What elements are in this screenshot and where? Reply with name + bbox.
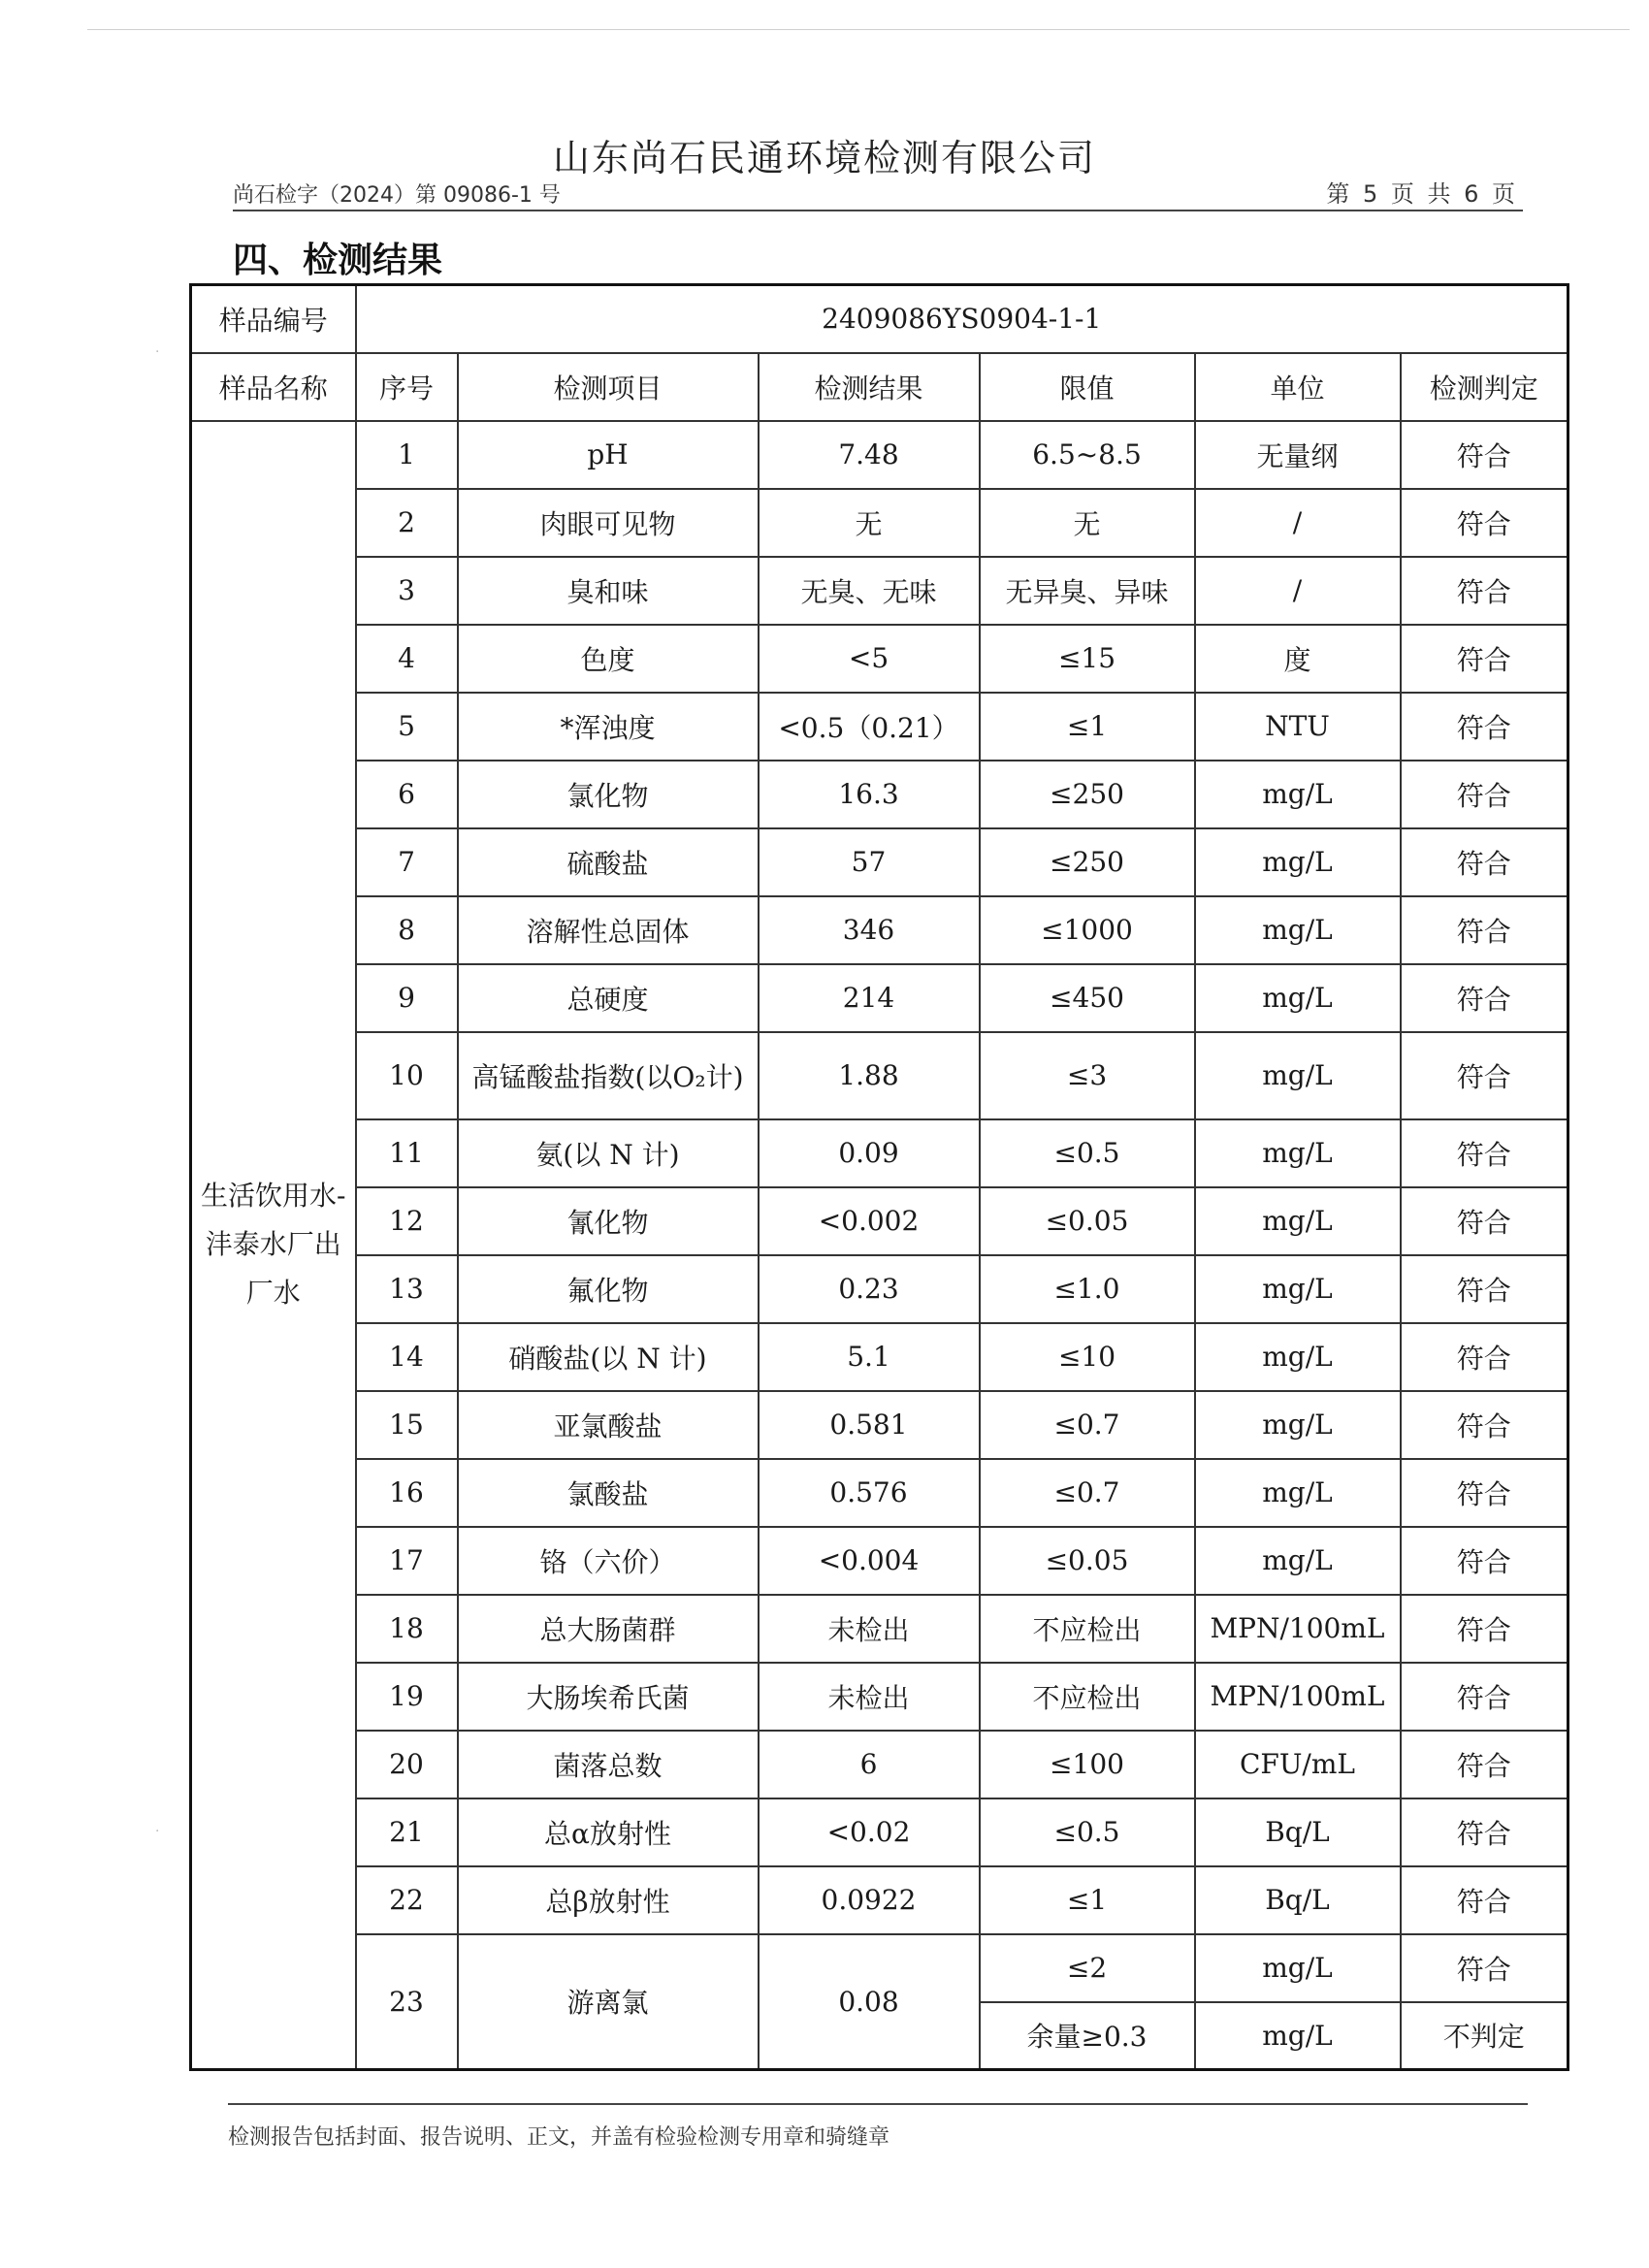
cell-result: 7.48 [759,421,980,489]
cell-no: 2 [356,489,458,557]
cell-no: 1 [356,421,458,489]
cell-no: 16 [356,1459,458,1527]
cell-result: 0.09 [759,1119,980,1187]
col-header: 检测项目 [458,353,759,421]
cell-verdict: 符合 [1401,489,1568,557]
cell-unit: Bq/L [1195,1798,1401,1866]
cell-verdict: 符合 [1401,1595,1568,1663]
scan-mark: · [155,344,160,360]
cell-verdict_1: 符合 [1401,1934,1568,2002]
cell-unit: MPN/100mL [1195,1663,1401,1731]
cell-no: 14 [356,1323,458,1391]
table-row [191,1595,1568,1663]
cell-result: 57 [759,828,980,896]
table-row [191,693,1568,761]
cell-no: 18 [356,1595,458,1663]
cell-limit: ≤1.0 [980,1255,1195,1323]
cell-result: <0.5（0.21） [759,693,980,761]
cell-item: 总大肠菌群 [458,1595,759,1663]
cell-no: 15 [356,1391,458,1459]
cell-no: 9 [356,964,458,1032]
cell-unit_1: mg/L [1195,1934,1401,2002]
header-divider [233,210,1523,211]
cell-unit: MPN/100mL [1195,1595,1401,1663]
cell-result: <0.002 [759,1187,980,1255]
table-row [191,1459,1568,1527]
cell-verdict: 符合 [1401,693,1568,761]
cell-no: 19 [356,1663,458,1731]
cell-unit: mg/L [1195,828,1401,896]
cell-unit_2: mg/L [1195,2002,1401,2070]
cell-item: 硫酸盐 [458,828,759,896]
table-row [191,1934,1568,2002]
cell-verdict: 符合 [1401,1866,1568,1934]
cell-item: 氨(以 N 计) [458,1119,759,1187]
cell-result: 214 [759,964,980,1032]
cell-limit: 不应检出 [980,1595,1195,1663]
column-header-row [191,353,1568,421]
cell-result: 346 [759,896,980,964]
table-row [191,1255,1568,1323]
cell-verdict: 符合 [1401,1527,1568,1595]
cell-unit: / [1195,557,1401,625]
cell-result: 0.581 [759,1391,980,1459]
cell-result: 6 [759,1731,980,1798]
cell-limit: ≤3 [980,1032,1195,1119]
cell-limit: ≤0.7 [980,1391,1195,1459]
cell-item: 氰化物 [458,1187,759,1255]
cell-limit: ≤250 [980,828,1195,896]
cell-verdict: 符合 [1401,761,1568,828]
table-row [191,1187,1568,1255]
cell-result: <5 [759,625,980,693]
cell-unit: mg/L [1195,1119,1401,1187]
cell-no: 12 [356,1187,458,1255]
cell-limit: ≤0.05 [980,1187,1195,1255]
cell-verdict: 符合 [1401,421,1568,489]
cell-unit: mg/L [1195,1459,1401,1527]
cell-no: 13 [356,1255,458,1323]
cell-verdict: 符合 [1401,828,1568,896]
cell-item: pH [458,421,759,489]
table-row [191,489,1568,557]
cell-item: 臭和味 [458,557,759,625]
col-header: 序号 [356,353,458,421]
page-info: 第 5 页 共 6 页 [1326,180,1518,208]
cell-verdict: 符合 [1401,1459,1568,1527]
cell-unit: mg/L [1195,964,1401,1032]
cell-no: 11 [356,1119,458,1187]
table-row [191,1119,1568,1187]
cell-verdict: 符合 [1401,1119,1568,1187]
cell-no: 20 [356,1731,458,1798]
cell-verdict: 符合 [1401,1731,1568,1798]
cell-no: 6 [356,761,458,828]
cell-result: 无 [759,489,980,557]
cell-limit_1: ≤2 [980,1934,1195,2002]
cell-item: 总β放射性 [458,1866,759,1934]
cell-verdict: 符合 [1401,1663,1568,1731]
cell-item: 高锰酸盐指数(以O₂计) [458,1032,759,1119]
cell-verdict: 符合 [1401,896,1568,964]
cell-limit_2: 余量≥0.3 [980,2002,1195,2070]
cell-limit: ≤15 [980,625,1195,693]
cell-result: 16.3 [759,761,980,828]
cell-limit: ≤450 [980,964,1195,1032]
cell-item: *浑浊度 [458,693,759,761]
seal-stamp [1599,1009,1637,1125]
sample-id-value: 2409086YS0904-1-1 [356,285,1568,353]
cell-unit: / [1195,489,1401,557]
cell-item: 菌落总数 [458,1731,759,1798]
cell-limit: 无异臭、异味 [980,557,1195,625]
cell-unit: mg/L [1195,1323,1401,1391]
cell-item: 硝酸盐(以 N 计) [458,1323,759,1391]
cell-unit: mg/L [1195,1032,1401,1119]
cell-item: 肉眼可见物 [458,489,759,557]
cell-item: 氯酸盐 [458,1459,759,1527]
col-header: 样品名称 [191,353,356,421]
cell-item: 溶解性总固体 [458,896,759,964]
cell-result: 0.0922 [759,1866,980,1934]
cell-limit: ≤10 [980,1323,1195,1391]
table-row [191,625,1568,693]
table-row [191,896,1568,964]
scan-mark: · [155,1824,160,1839]
table-row [191,828,1568,896]
cell-unit: mg/L [1195,1527,1401,1595]
col-header: 检测判定 [1401,353,1568,421]
cell-item: 游离氯 [458,1934,759,2070]
cell-limit: ≤0.7 [980,1459,1195,1527]
table-row [191,421,1568,489]
cell-limit: 无 [980,489,1195,557]
section-title: 四、检测结果 [233,241,443,280]
report-number: 尚石检字（2024）第 09086-1 号 [233,183,561,208]
cell-result: 0.576 [759,1459,980,1527]
cell-no: 17 [356,1527,458,1595]
cell-limit: ≤100 [980,1731,1195,1798]
cell-unit: CFU/mL [1195,1731,1401,1798]
cell-result: 未检出 [759,1595,980,1663]
cell-result: 5.1 [759,1323,980,1391]
cell-verdict: 符合 [1401,1187,1568,1255]
cell-limit: ≤0.5 [980,1798,1195,1866]
cell-verdict: 符合 [1401,557,1568,625]
col-header: 检测结果 [759,353,980,421]
cell-unit: mg/L [1195,1187,1401,1255]
table-row [191,1798,1568,1866]
footer-note: 检测报告包括封面、报告说明、正文，并盖有检验检测专用章和骑缝章 [228,2125,890,2150]
table-row [191,1323,1568,1391]
cell-result: 无臭、无味 [759,557,980,625]
cell-verdict_2: 不判定 [1401,2002,1568,2070]
table-row [191,1731,1568,1798]
cell-verdict: 符合 [1401,964,1568,1032]
col-header: 限值 [980,353,1195,421]
cell-no: 7 [356,828,458,896]
cell-result: 0.08 [759,1934,980,2070]
sample-id-row [191,285,1568,353]
cell-unit: Bq/L [1195,1866,1401,1934]
cell-no: 4 [356,625,458,693]
cell-verdict: 符合 [1401,1032,1568,1119]
cell-unit: NTU [1195,693,1401,761]
col-header: 单位 [1195,353,1401,421]
table-row [191,761,1568,828]
table-row [191,964,1568,1032]
cell-no: 21 [356,1798,458,1866]
cell-limit: ≤1 [980,693,1195,761]
table-row [191,1032,1568,1119]
table-row [191,1663,1568,1731]
cell-item: 铬（六价） [458,1527,759,1595]
cell-item: 大肠埃希氏菌 [458,1663,759,1731]
cell-no: 5 [356,693,458,761]
cell-limit: ≤250 [980,761,1195,828]
cell-limit: 6.5~8.5 [980,421,1195,489]
cell-unit: mg/L [1195,1391,1401,1459]
top-divider [87,29,1630,30]
cell-unit: 度 [1195,625,1401,693]
cell-result: 未检出 [759,1663,980,1731]
cell-no: 10 [356,1032,458,1119]
cell-unit: mg/L [1195,761,1401,828]
cell-item: 亚氯酸盐 [458,1391,759,1459]
cell-unit: mg/L [1195,1255,1401,1323]
cell-result: 1.88 [759,1032,980,1119]
cell-item: 氯化物 [458,761,759,828]
cell-verdict: 符合 [1401,625,1568,693]
cell-limit: ≤1000 [980,896,1195,964]
cell-limit: ≤0.5 [980,1119,1195,1187]
table-row [191,1391,1568,1459]
cell-item: 氟化物 [458,1255,759,1323]
cell-unit: 无量纲 [1195,421,1401,489]
cell-result: <0.02 [759,1798,980,1866]
company-name: 山东尚石民通环境检测有限公司 [552,137,1096,179]
sample-id-label: 样品编号 [191,285,356,353]
cell-result: 0.23 [759,1255,980,1323]
table-row [191,1866,1568,1934]
cell-verdict: 符合 [1401,1391,1568,1459]
cell-verdict: 符合 [1401,1323,1568,1391]
cell-no: 23 [356,1934,458,2070]
cell-item: 色度 [458,625,759,693]
cell-limit: ≤1 [980,1866,1195,1934]
cell-limit: 不应检出 [980,1663,1195,1731]
cell-no: 8 [356,896,458,964]
cell-unit: mg/L [1195,896,1401,964]
cell-verdict: 符合 [1401,1798,1568,1866]
cell-no: 3 [356,557,458,625]
cell-item: 总硬度 [458,964,759,1032]
results-table [189,283,1569,2071]
cell-result: <0.004 [759,1527,980,1595]
table-row [191,557,1568,625]
sample-name: 生活饮用水-沣泰水厂出厂水 [191,421,356,2070]
cell-verdict: 符合 [1401,1255,1568,1323]
cell-item: 总α放射性 [458,1798,759,1866]
cell-limit: ≤0.05 [980,1527,1195,1595]
cell-no: 22 [356,1866,458,1934]
table-row [191,1527,1568,1595]
footer-divider [228,2103,1528,2105]
